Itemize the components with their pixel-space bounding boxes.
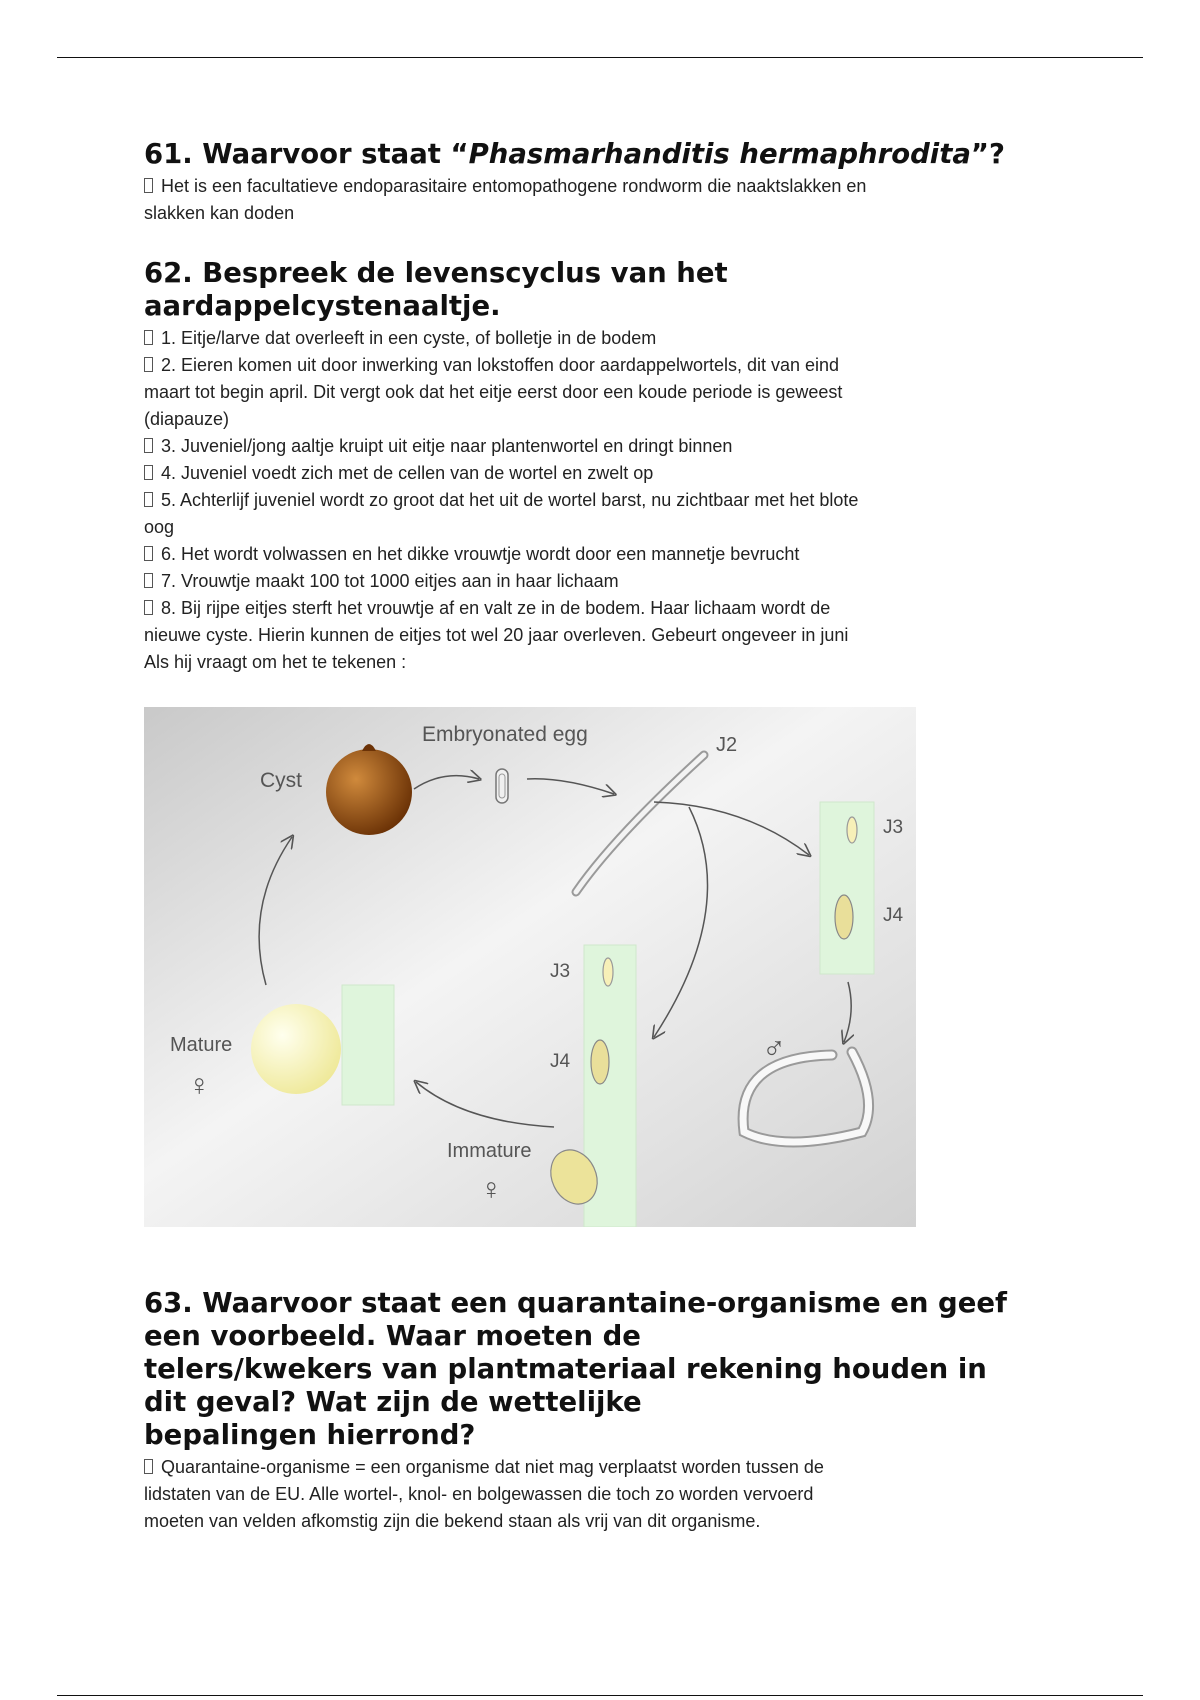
bullet-icon <box>144 465 153 480</box>
question-61-title: 61. Waarvoor staat “Phasmarhanditis hermaphrodita”? <box>144 138 1005 170</box>
label-j4-center: J4 <box>550 1051 571 1072</box>
lifecycle-step-line: 3. Juveniel/jong aaltje kruipt uit eitje naar plantenwortel en dringt binnen <box>144 433 1064 460</box>
label-j3-right: J3 <box>883 817 904 838</box>
lifecycle-step-line: 2. Eieren komen uit door inwerking van lokstoffen door aardappelwortels, dit van eind <box>144 352 1064 379</box>
lifecycle-step-line: 7. Vrouwtje maakt 100 tot 1000 eitjes aan in haar lichaam <box>144 568 1064 595</box>
lifecycle-step-line: 1. Eitje/larve dat overleeft in een cyste, of bolletje in de bodem <box>144 325 1064 352</box>
question-62 <box>144 257 1064 1227</box>
lifecycle-step-line: 8. Bij rijpe eitjes sterft het vrouwtje af en valt ze in de bodem. Haar lichaam wordt de <box>144 595 1064 622</box>
mature-female-icon <box>251 1004 341 1094</box>
bullet-icon <box>144 492 153 507</box>
label-embryonated-egg: Embryonated egg <box>422 723 588 746</box>
lifecycle-step-line: (diapauze) <box>144 409 230 429</box>
question-63-title: 63. Waarvoor staat een quarantaine-organisme en geef een voorbeeld. Waar moeten de telers/kwekers van plantmateriaal rekening houden in dit geval? Wat zijn de wettelijke bepalingen hierrond? <box>144 1287 1007 1451</box>
root-left <box>342 985 394 1105</box>
female-symbol-immature-icon: ♀ <box>480 1173 503 1206</box>
j3-right-icon <box>847 817 857 843</box>
label-mature: Mature <box>170 1034 233 1056</box>
document-body <box>144 138 1064 1535</box>
lifecycle-diagram <box>144 707 916 1227</box>
label-immature: Immature <box>447 1140 532 1162</box>
answer-63-line: lidstaten van de EU. Alle wortel-, knol- en bolgewassen die toch zo worden vervoerd <box>144 1484 814 1504</box>
lifecycle-step-line: nieuwe cyste. Hierin kunnen de eitjes tot wel 20 jaar overleven. Gebeurt ongeveer in juni <box>144 625 849 645</box>
lifecycle-step-line: maart tot begin april. Dit vergt ook dat het eitje eerst door een koude periode is geweest <box>144 382 843 402</box>
question-63 <box>144 1287 1064 1535</box>
bullet-icon <box>144 178 153 193</box>
question-62-title: 62. Bespreek de levenscyclus van het aardappelcystenaaltje. <box>144 257 728 322</box>
label-j3-center: J3 <box>550 961 571 982</box>
lifecycle-step-line: Als hij vraagt om het te tekenen : <box>144 652 407 672</box>
label-j2: J2 <box>716 734 738 756</box>
bullet-icon <box>144 546 153 561</box>
bullet-icon <box>144 573 153 588</box>
question-61 <box>144 138 1064 227</box>
answer-63-line: Quarantaine-organisme = een organisme dat niet mag verplaatst worden tussen de <box>144 1454 1064 1481</box>
header-rule <box>57 57 1143 58</box>
male-symbol-icon: ♂ <box>762 1030 786 1066</box>
bullet-icon <box>144 438 153 453</box>
species-name: Phasmarhanditis hermaphrodita <box>468 138 971 170</box>
lifecycle-steps <box>144 325 1064 676</box>
egg-icon <box>496 769 508 803</box>
lifecycle-step-line: oog <box>144 517 175 537</box>
j4-center-icon <box>591 1040 609 1084</box>
lifecycle-step-line: 5. Achterlijf juveniel wordt zo groot dat het uit de wortel barst, nu zichtbaar met het blote <box>144 487 1064 514</box>
lifecycle-step-line: 6. Het wordt volwassen en het dikke vrouwtje wordt door een mannetje bevrucht <box>144 541 1064 568</box>
j4-right-icon <box>835 895 853 939</box>
bullet-icon <box>144 600 153 615</box>
answer-61-line: Het is een facultatieve endoparasitaire entomopathogene rondworm die naaktslakken en <box>144 173 1064 200</box>
bullet-icon <box>144 1459 153 1474</box>
lifecycle-diagram-svg <box>144 707 916 1227</box>
answer-61-line: slakken kan doden <box>144 203 295 223</box>
female-symbol-mature-icon: ♀ <box>188 1069 211 1102</box>
answer-63-line: moeten van velden afkomstig zijn die bekend staan als vrij van dit organisme. <box>144 1511 761 1531</box>
bullet-icon <box>144 357 153 372</box>
label-cyst: Cyst <box>260 769 302 792</box>
j3-center-icon <box>603 958 613 986</box>
label-j4-right: J4 <box>883 905 904 926</box>
bullet-icon <box>144 330 153 345</box>
footer-rule <box>57 1695 1143 1696</box>
lifecycle-step-line: 4. Juveniel voedt zich met de cellen van de wortel en zwelt op <box>144 460 1064 487</box>
